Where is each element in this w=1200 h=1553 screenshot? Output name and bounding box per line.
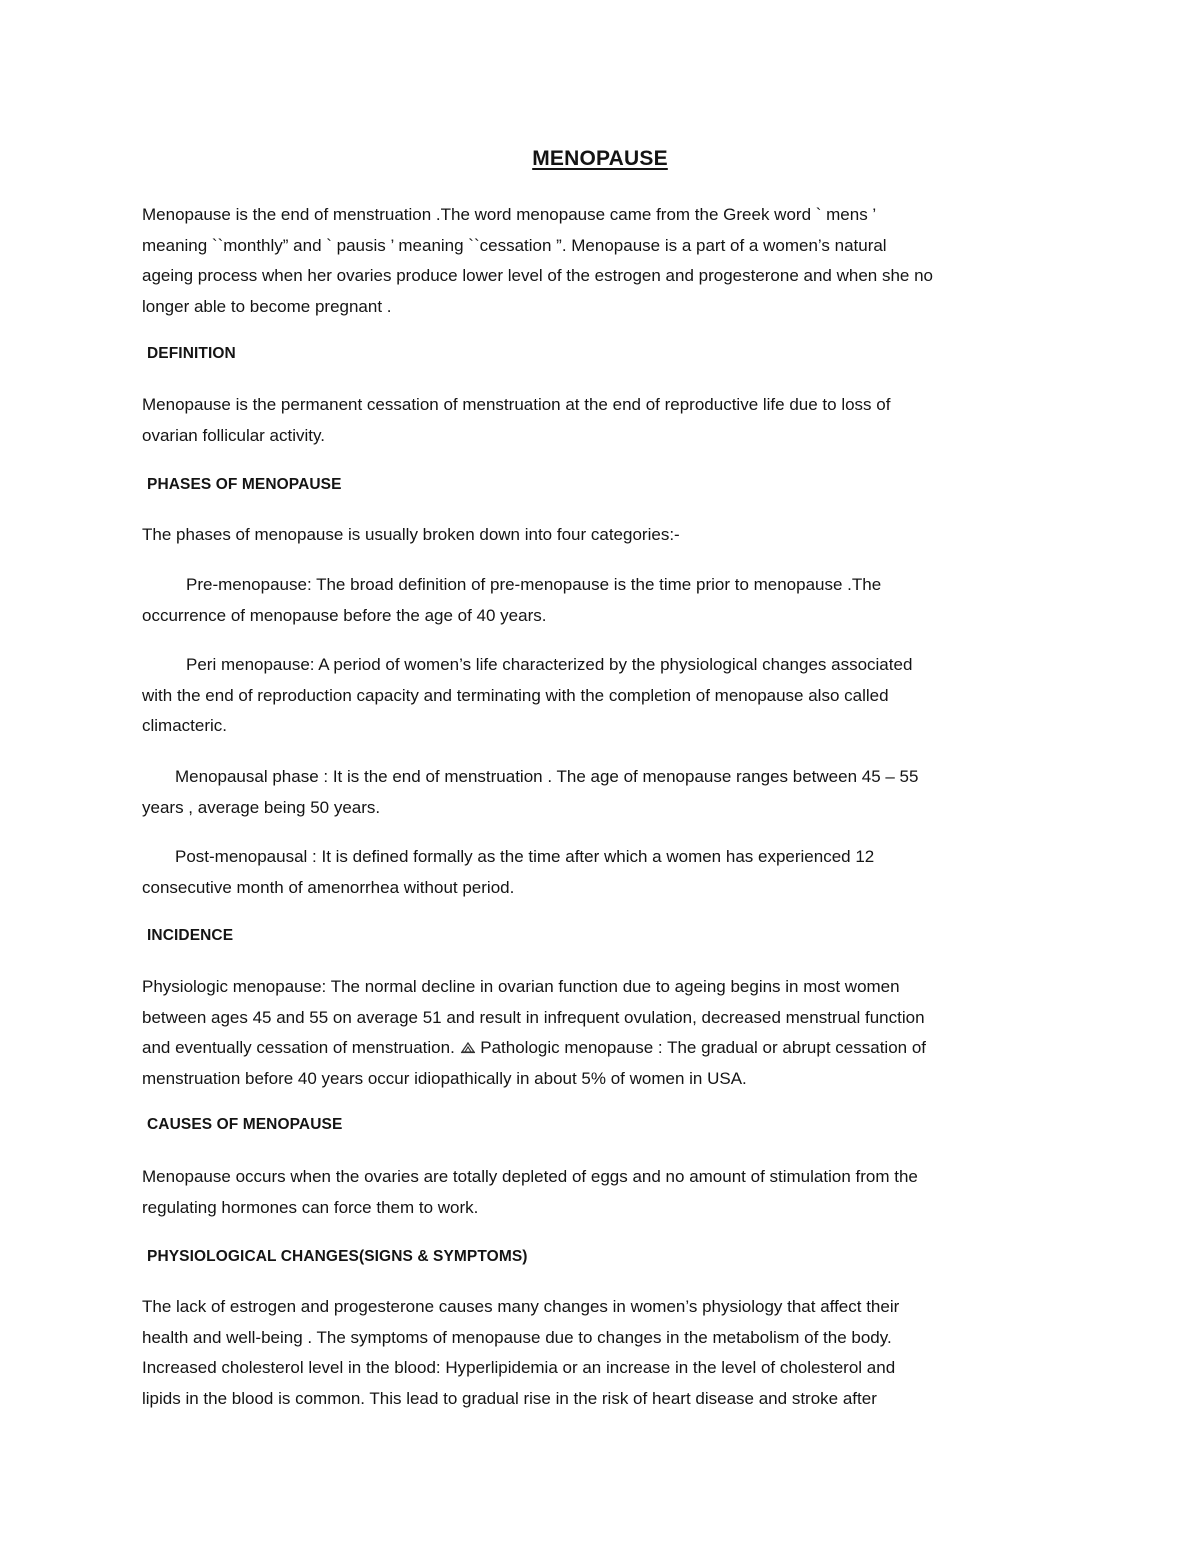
- causes-line: Menopause occurs when the ovaries are totally depleted of eggs and no amount of stimulation from the: [142, 1167, 918, 1186]
- pre-menopause-line: occurrence of menopause before the age of 40 years.: [142, 605, 547, 625]
- causes-paragraph: [142, 1162, 1072, 1223]
- phases-intro-line: The phases of menopause is usually broken down into four categories:-: [142, 525, 680, 544]
- post-menopausal-line: consecutive month of amenorrhea without period.: [142, 877, 515, 897]
- causes-heading: CAUSES OF MENOPAUSE: [147, 1116, 343, 1133]
- phases-heading: PHASES OF MENOPAUSE: [147, 476, 342, 493]
- physiological-line: lipids in the blood is common. This lead to gradual rise in the risk of heart disease and stroke after: [142, 1388, 877, 1408]
- post-menopausal-line: Post-menopausal : It is defined formally as the time after which a women has experienced 12: [175, 847, 875, 866]
- definition-heading: DEFINITION: [147, 345, 236, 362]
- incidence-text: Pathologic menopause : The gradual or abrupt cessation of: [475, 1038, 927, 1057]
- document-title: MENOPAUSE: [532, 147, 668, 170]
- physiological-line: health and well-being . The symptoms of menopause due to changes in the metabolism of the body.: [142, 1327, 892, 1347]
- intro-line: meaning ``monthly” and ` pausis ’ meaning ``cessation ”. Menopause is a part of a women’s natural: [142, 235, 887, 255]
- peri-menopause-paragraph: [142, 650, 1072, 742]
- menopausal-phase-line: Menopausal phase : It is the end of menstruation . The age of menopause ranges between 45 – 55: [175, 767, 919, 786]
- physiological-changes-paragraph: [142, 1292, 1072, 1414]
- peri-menopause-line: with the end of reproduction capacity and terminating with the completion of menopause also called: [142, 685, 889, 705]
- incidence-line: [142, 1033, 1072, 1064]
- incidence-line: menstruation before 40 years occur idiopathically in about 5% of women in USA.: [142, 1068, 747, 1088]
- menopausal-phase-paragraph: [142, 762, 1072, 823]
- incidence-heading: INCIDENCE: [147, 927, 234, 944]
- physiological-line: Increased cholesterol level in the blood: Hyperlipidemia or an increase in the level of cholesterol and: [142, 1358, 896, 1377]
- causes-line: regulating hormones can force them to work.: [142, 1197, 479, 1217]
- definition-line: Menopause is the permanent cessation of menstruation at the end of reproductive life due to loss of: [142, 395, 891, 414]
- menopausal-phase-line: years , average being 50 years.: [142, 797, 381, 817]
- bullet-symbol-icon: [460, 1033, 476, 1064]
- incidence-line: between ages 45 and 55 on average 51 and result in infrequent ovulation, decreased menstrual function: [142, 1007, 925, 1027]
- intro-line: ageing process when her ovaries produce lower level of the estrogen and progesterone and when she no: [142, 266, 934, 285]
- intro-line: Menopause is the end of menstruation .The word menopause came from the Greek word ` mens ’: [142, 205, 877, 224]
- phases-intro: [142, 520, 1072, 551]
- definition-line: ovarian follicular activity.: [142, 425, 325, 445]
- incidence-text: and eventually cessation of menstruation.: [142, 1038, 460, 1057]
- pre-menopause-line: Pre-menopause: The broad definition of pre-menopause is the time prior to menopause .The: [186, 575, 882, 594]
- peri-menopause-line: Peri menopause: A period of women’s life characterized by the physiological changes associated: [186, 655, 913, 674]
- definition-paragraph: [142, 390, 1072, 451]
- physiological-changes-heading: PHYSIOLOGICAL CHANGES(SIGNS & SYMPTOMS): [147, 1248, 528, 1265]
- intro-paragraph: [142, 200, 1072, 322]
- peri-menopause-line: climacteric.: [142, 716, 228, 735]
- post-menopausal-paragraph: [142, 842, 1072, 903]
- intro-line: longer able to become pregnant .: [142, 296, 392, 316]
- physiological-line: The lack of estrogen and progesterone causes many changes in women’s physiology that affect their: [142, 1297, 900, 1316]
- incidence-paragraph: [142, 972, 1072, 1094]
- incidence-line: Physiologic menopause: The normal decline in ovarian function due to ageing begins in most women: [142, 977, 900, 996]
- pre-menopause-paragraph: [142, 570, 1072, 631]
